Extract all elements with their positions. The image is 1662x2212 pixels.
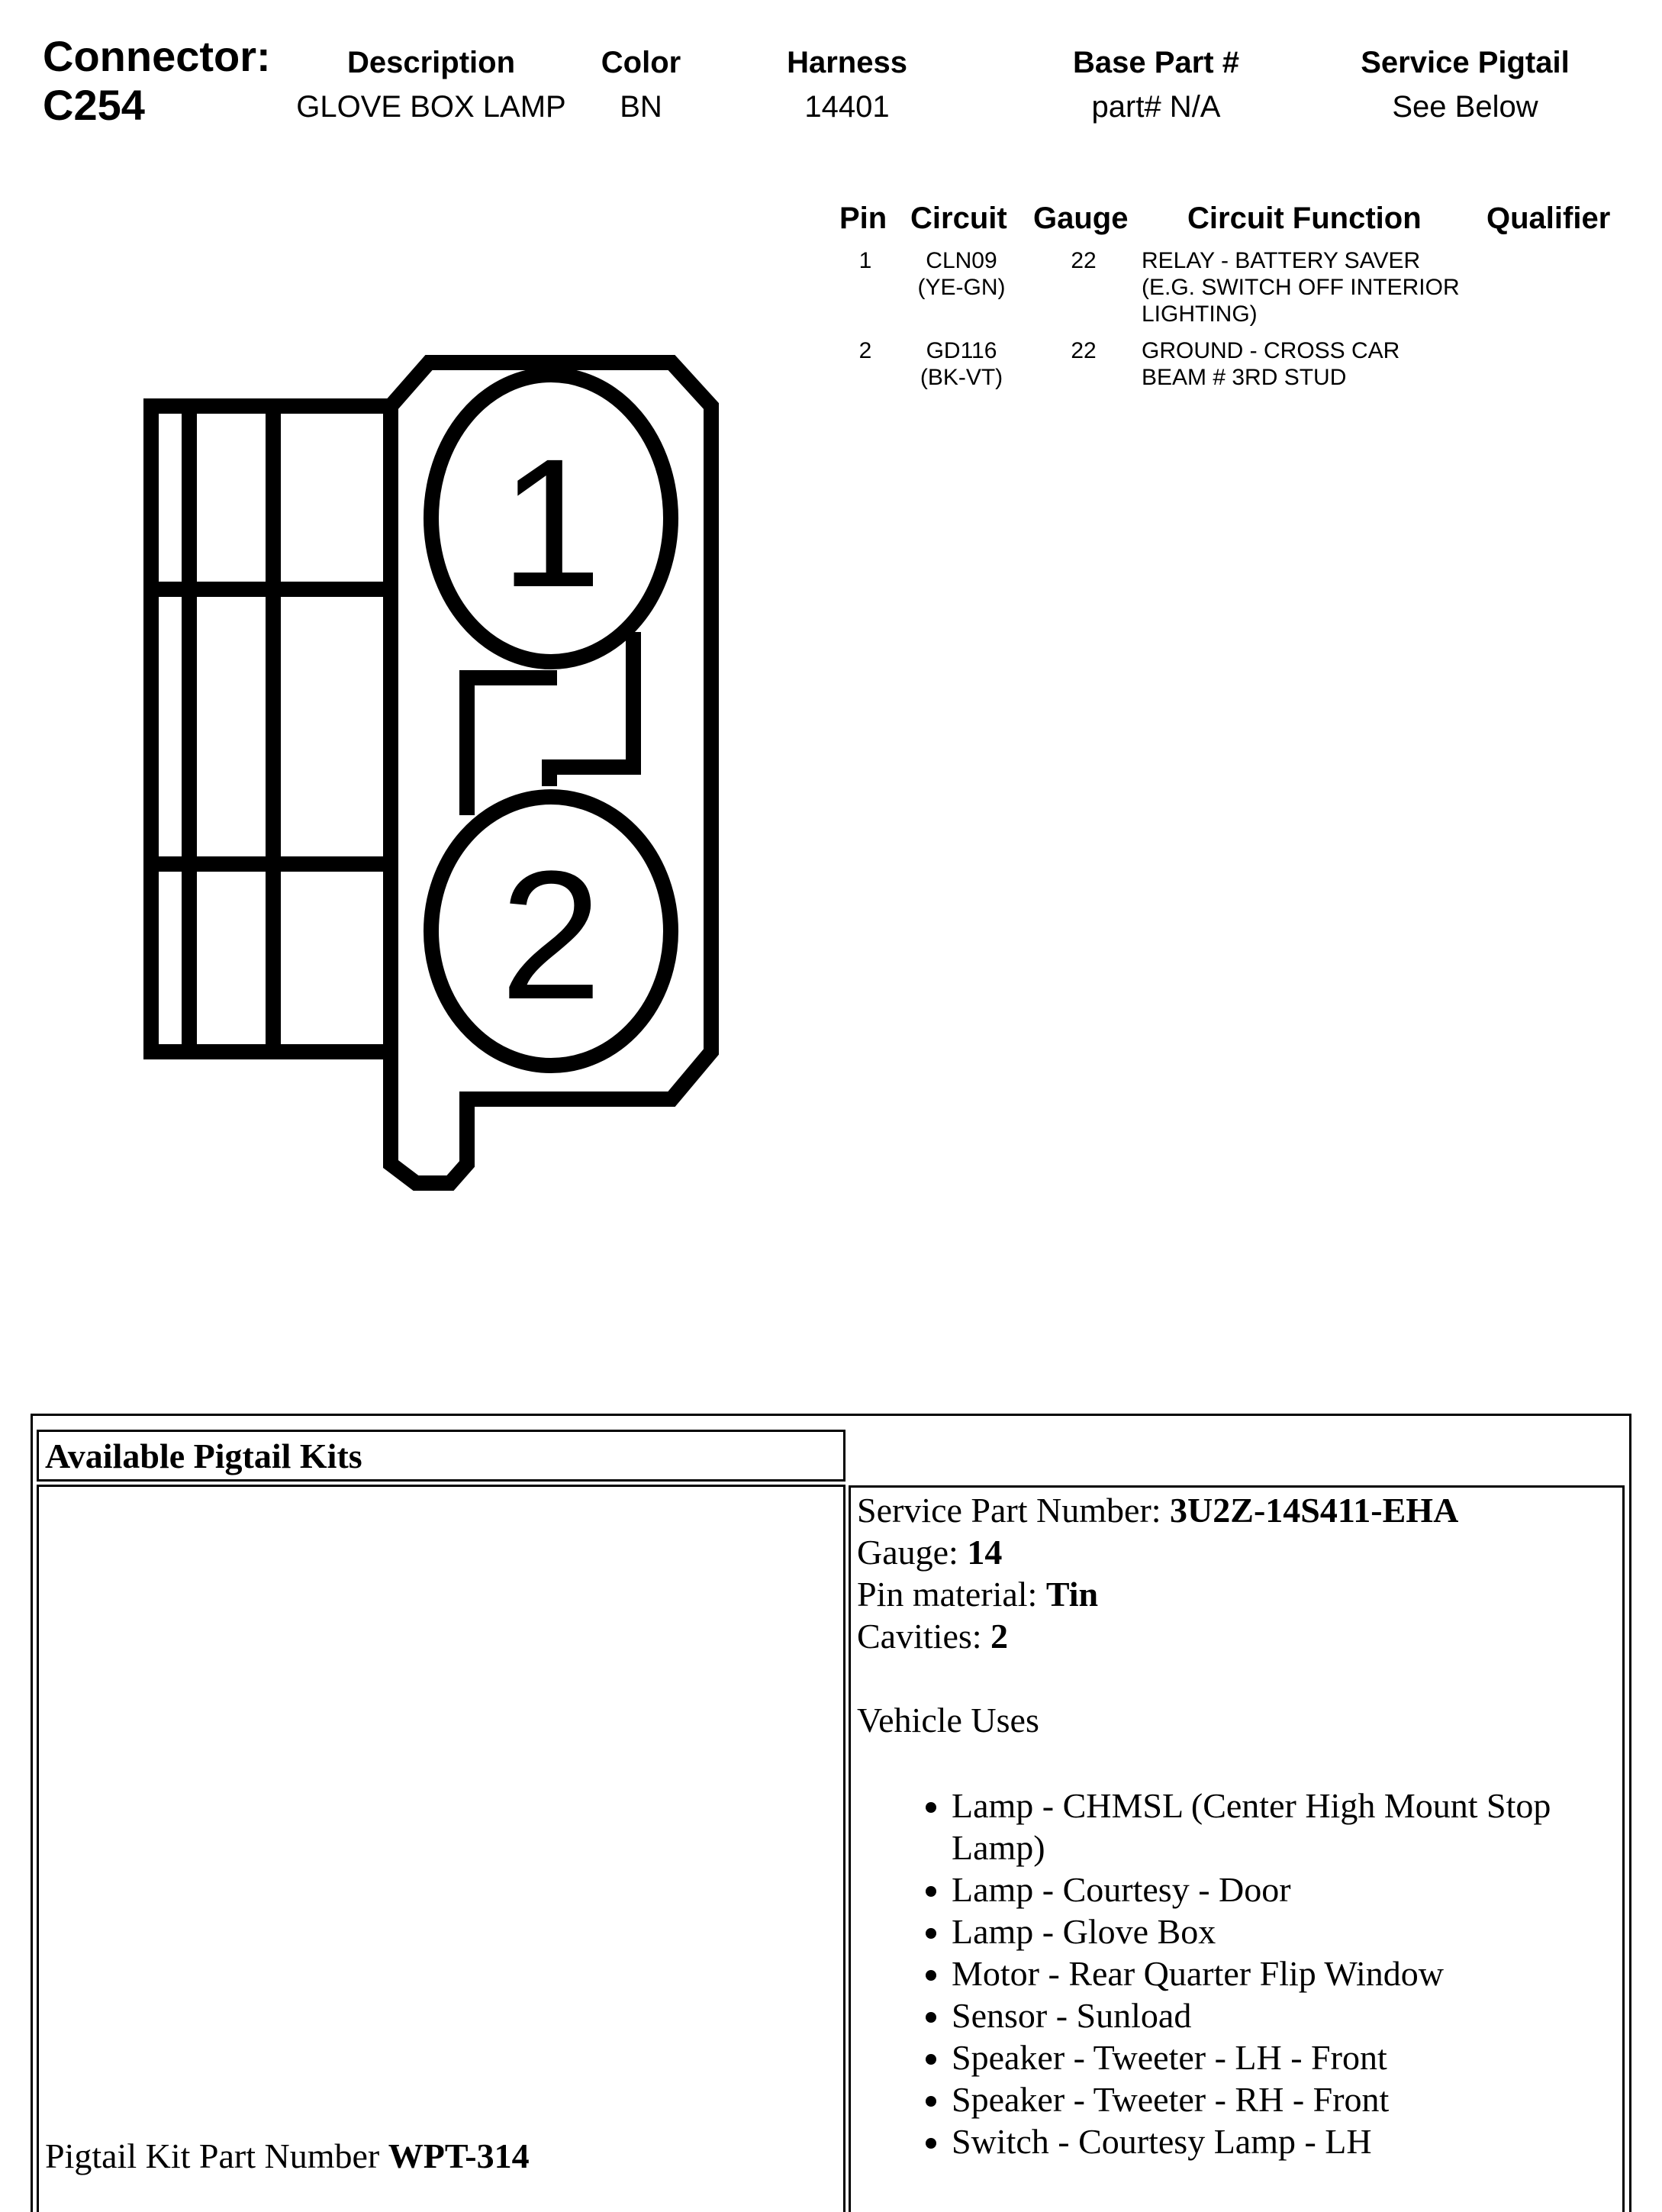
description-value: GLOVE BOX LAMP xyxy=(296,90,566,124)
qualifier-header: Qualifier xyxy=(1486,202,1611,235)
pin-header: Pin xyxy=(839,202,887,235)
kits-title: Available Pigtail Kits xyxy=(45,1437,362,1475)
gauge-value: 14 xyxy=(967,1533,1003,1572)
pin-material-label: Pin material: xyxy=(857,1575,1046,1614)
connector-label: Connector: xyxy=(43,32,271,80)
header-service-pigtail: Service Pigtail xyxy=(1361,46,1570,79)
list-item: • Switch - Courtesy Lamp - LH xyxy=(952,2120,1616,2162)
list-item: • Sensor - Sunload xyxy=(952,1994,1616,2036)
cavities-row xyxy=(857,1615,1616,1657)
cavities-value: 2 xyxy=(990,1617,1009,1656)
pin-2-label: 2 xyxy=(500,833,602,1037)
gauge-header: Gauge xyxy=(1033,202,1129,235)
gauge-value: 22 xyxy=(1071,248,1097,273)
pin-number: 1 xyxy=(858,248,872,273)
list-item: • Speaker - Tweeter - RH - Front xyxy=(952,2078,1616,2120)
keying-notch xyxy=(467,678,549,808)
kits-title-box xyxy=(37,1430,845,1482)
list-item: • Speaker - Tweeter - LH - Front xyxy=(952,2036,1616,2078)
circuit-function-header: Circuit Function xyxy=(1187,202,1422,235)
pin-material-value: Tin xyxy=(1045,1575,1099,1614)
connector-id: C254 xyxy=(43,81,145,129)
vehicle-uses-list xyxy=(857,1785,1616,2162)
circuit-id: CLN09 (YE-GN) xyxy=(917,248,1006,300)
header-harness: Harness xyxy=(787,46,907,79)
pin-material-row xyxy=(857,1573,1616,1615)
header-description: Description xyxy=(346,46,516,79)
circuit-id: GD116 (BK-VT) xyxy=(920,338,1003,390)
gauge-row xyxy=(857,1531,1616,1573)
connector-face-diagram xyxy=(0,0,763,1259)
kit-part-number xyxy=(45,2135,530,2177)
vehicle-uses-title: Vehicle Uses xyxy=(857,1701,1039,1740)
base-part-value: part# N/A xyxy=(1091,90,1221,124)
circuit-function: GROUND - CROSS CAR BEAM # 3RD STUD xyxy=(1142,338,1400,390)
circuit-header: Circuit xyxy=(910,202,1007,235)
kit-part-label: Pigtail Kit Part Number xyxy=(45,2136,388,2175)
gauge-value: 22 xyxy=(1071,338,1097,363)
list-item: • Lamp - Glove Box xyxy=(952,1911,1616,1952)
pin-1-label: 1 xyxy=(500,421,602,625)
service-part-value: 3U2Z-14S411-EHA xyxy=(1170,1491,1459,1530)
kit-details-box xyxy=(849,1485,1625,2212)
header-base-part: Base Part # xyxy=(1073,46,1239,79)
kit-part-box xyxy=(37,1485,845,2212)
service-part-label: Service Part Number: xyxy=(857,1491,1171,1530)
gauge-label: Gauge: xyxy=(857,1533,968,1572)
list-item: • Motor - Rear Quarter Flip Window xyxy=(952,1952,1616,1994)
service-pigtail-value: See Below xyxy=(1392,90,1538,124)
color-value: BN xyxy=(620,90,662,124)
circuit-function: RELAY - BATTERY SAVER (E.G. SWITCH OFF INTERIOR LIGHTING) xyxy=(1142,248,1460,327)
kit-part-value: WPT-314 xyxy=(388,2136,530,2175)
harness-value: 14401 xyxy=(804,90,890,124)
pin-number: 2 xyxy=(858,338,872,363)
list-item: • Lamp - Courtesy - Door xyxy=(952,1869,1616,1911)
cavities-label: Cavities: xyxy=(857,1617,991,1656)
header-color: Color xyxy=(601,46,681,79)
service-part-number xyxy=(857,1489,1616,1531)
list-item: • Lamp - CHMSL (Center High Mount Stop Lamp) xyxy=(952,1785,1616,1869)
